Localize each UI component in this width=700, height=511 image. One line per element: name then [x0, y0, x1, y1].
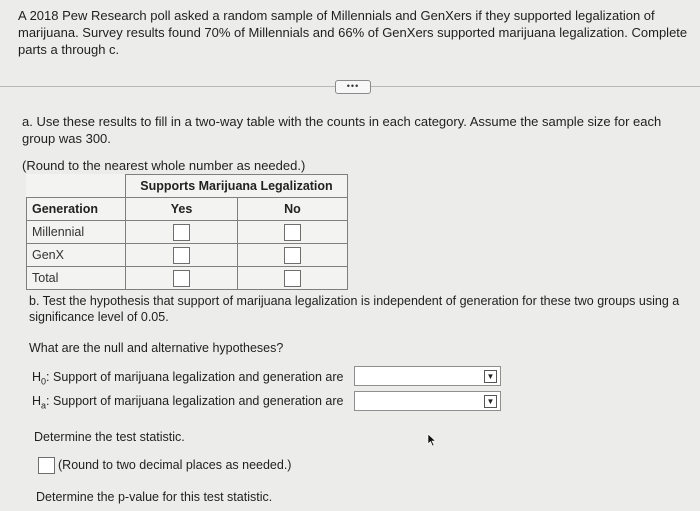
supports-legalization-header: Supports Marijuana Legalization	[126, 175, 348, 198]
null-hypothesis-label	[32, 370, 343, 387]
genx-no-input[interactable]	[284, 247, 301, 264]
null-hypothesis-dropdown[interactable]	[354, 366, 501, 386]
ha-subscript: a	[41, 400, 47, 411]
two-way-table	[26, 174, 348, 290]
ha-text: : Support of marijuana legalization and generation are	[46, 394, 344, 408]
total-no-input[interactable]	[284, 270, 301, 287]
h0-subscript: 0	[41, 376, 47, 387]
millennial-no-input[interactable]	[284, 224, 301, 241]
h0-text: : Support of marijuana legalization and generation are	[46, 370, 344, 384]
part-a-round-note: (Round to the nearest whole number as needed.)	[22, 158, 306, 173]
table-row	[27, 244, 348, 267]
row-label-total: Total	[27, 267, 126, 290]
part-b-question: b. Test the hypothesis that support of marijuana legalization is independent of generation for these two groups using a significance level of 0.05.	[29, 294, 680, 324]
h0-symbol: H	[32, 370, 42, 384]
no-header: No	[238, 198, 348, 221]
mouse-pointer-icon	[427, 433, 438, 447]
test-stat-round-note: (Round to two decimal places as needed.)	[58, 458, 292, 472]
total-yes-input[interactable]	[173, 270, 190, 287]
caret-down-icon: ▼	[484, 395, 497, 408]
table-row	[27, 267, 348, 290]
row-label-genx: GenX	[27, 244, 126, 267]
part-a-question: a. Use these results to fill in a two-way table with the counts in each category. Assume the sample size for each group was 300.	[22, 114, 662, 146]
test-stat-prompt: Determine the test statistic.	[34, 430, 185, 444]
table-corner	[27, 175, 126, 198]
test-stat-input[interactable]	[38, 457, 55, 474]
table-row	[27, 221, 348, 244]
pvalue-prompt: Determine the p-value for this test statistic.	[36, 490, 273, 504]
alt-hypothesis-dropdown[interactable]	[354, 391, 501, 411]
genx-yes-input[interactable]	[173, 247, 190, 264]
row-label-millennial: Millennial	[27, 221, 126, 244]
expand-more-button[interactable]: •••	[335, 80, 371, 94]
millennial-yes-input[interactable]	[173, 224, 190, 241]
ha-symbol: H	[32, 394, 42, 408]
yes-header: Yes	[126, 198, 238, 221]
caret-down-icon: ▼	[484, 370, 497, 383]
hypotheses-prompt: What are the null and alternative hypotheses?	[29, 341, 284, 355]
alt-hypothesis-label	[32, 394, 343, 411]
problem-intro: A 2018 Pew Research poll asked a random sample of Millennials and GenXers if they supported legalization of marijuana. Survey results found 70% of Millennials and 66% of GenXers supported marijuana legalization. Complete parts a through c.	[18, 8, 688, 57]
generation-header: Generation	[27, 198, 126, 221]
